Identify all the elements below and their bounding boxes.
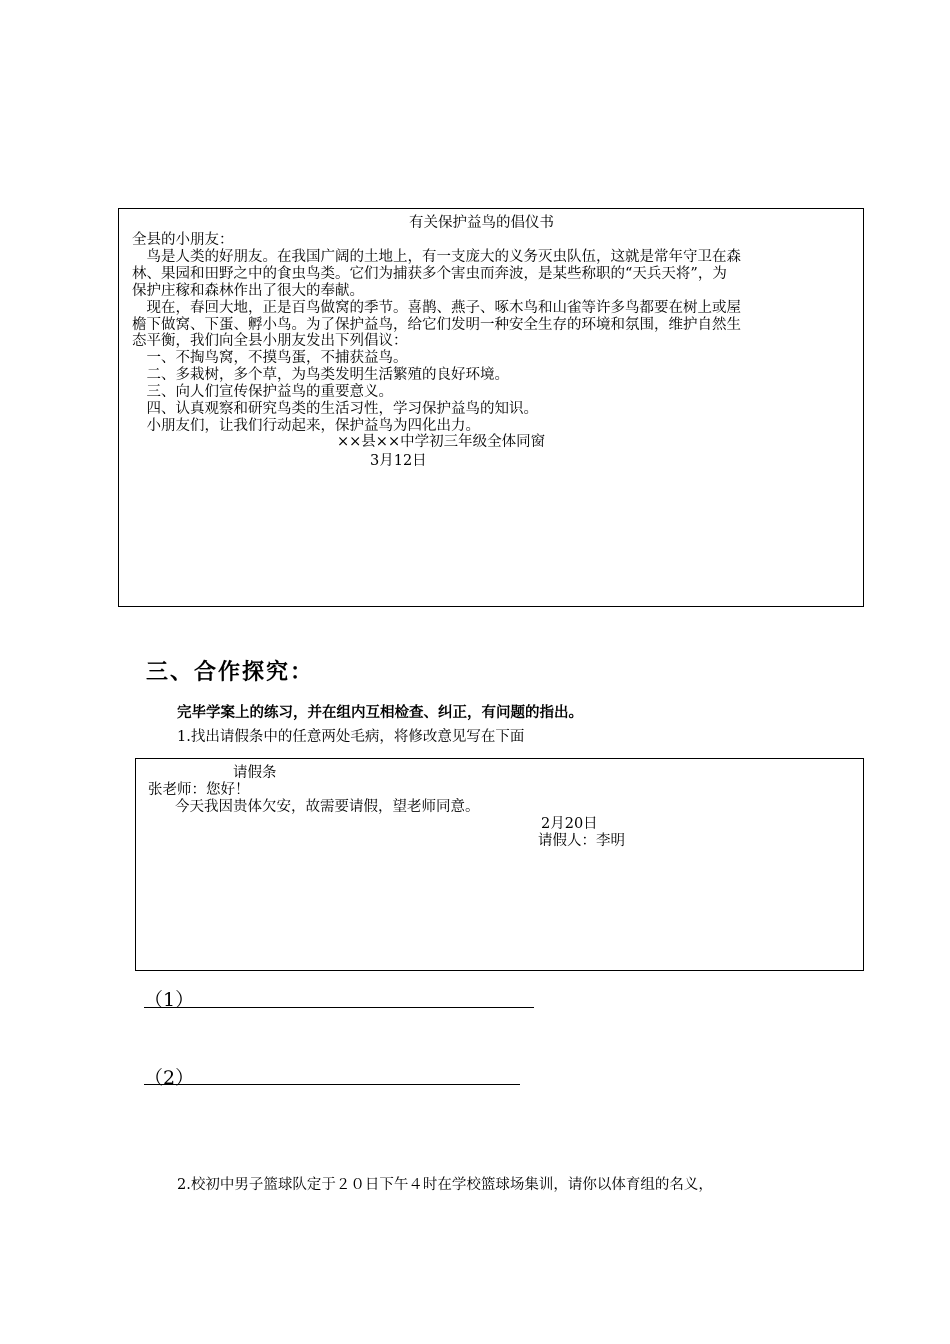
leave-note-date: 2月20日 — [541, 816, 598, 832]
proposal-date: 3月12日 — [370, 453, 427, 469]
answer-1-line[interactable] — [144, 1007, 534, 1008]
proposal-line: 四、认真观察和研究鸟类的生活习性，学习保护益鸟的知识。 — [132, 401, 538, 417]
proposal-line: 三、向人们宣传保护益鸟的重要意义。 — [132, 384, 393, 401]
leave-note-signer: 请假人：李明 — [538, 833, 625, 849]
answer-2-label: （2） — [144, 1067, 195, 1089]
leave-note-title: 请假条 — [233, 765, 277, 781]
proposal-line: 鸟是人类的好朋友。在我国广阔的土地上，有一支庞大的义务灭虫队伍，这就是常年守卫在森 — [132, 248, 741, 265]
leave-note-body: 今天我因贵体欠安，故需要请假，望老师同意。 — [175, 799, 480, 815]
proposal-line: 保护庄稼和森林作出了很大的奉献。 — [132, 282, 364, 299]
proposal-line: 二、多栽树，多个草，为鸟类发明生活繁殖的良好环境。 — [132, 367, 509, 384]
section-instruction: 完毕学案上的练习，并在组内互相检查、纠正，有问题的指出。 — [177, 705, 583, 721]
proposal-line: 现在，春回大地，正是百鸟做窝的季节。喜鹊、燕子、啄木鸟和山雀等许多鸟都要在树上或屋 — [132, 299, 741, 316]
proposal-line: 一、不掏鸟窝，不摸鸟蛋，不捕获益鸟。 — [132, 350, 408, 367]
question-2: 2.校初中男子篮球队定于２０日下午４时在学校篮球场集训，请你以体育组的名义， — [177, 1177, 713, 1193]
answer-2-line[interactable] — [144, 1084, 520, 1085]
leave-note-greeting: 张老师：您好！ — [148, 782, 250, 798]
section-title: 三、合作探究： — [146, 660, 315, 685]
proposal-line: 林、果园和田野之中的食虫鸟类。它们为捕获多个害虫而奔波，是某些称职的“天兵天将”，为 — [132, 265, 727, 282]
proposal-line: 全县的小朋友： — [132, 232, 234, 248]
proposal-signature: ××县××中学初三年级全体同窗 — [337, 434, 546, 450]
proposal-line: 小朋友们，让我们行动起来，保护益鸟为四化出力。 — [132, 417, 480, 434]
proposal-line: 态平衡，我们向全县小朋友发出下列倡议： — [132, 333, 408, 350]
question-1: 1.找出请假条中的任意两处毛病，将修改意见写在下面 — [177, 729, 525, 745]
proposal-line: 檐下做窝、下蛋、孵小鸟。为了保护益鸟，给它们发明一种安全生存的环境和氛围，维护自然生 — [132, 316, 741, 333]
answer-1-label: （1） — [144, 989, 195, 1011]
proposal-title: 有关保护益鸟的倡仪书 — [409, 215, 554, 231]
